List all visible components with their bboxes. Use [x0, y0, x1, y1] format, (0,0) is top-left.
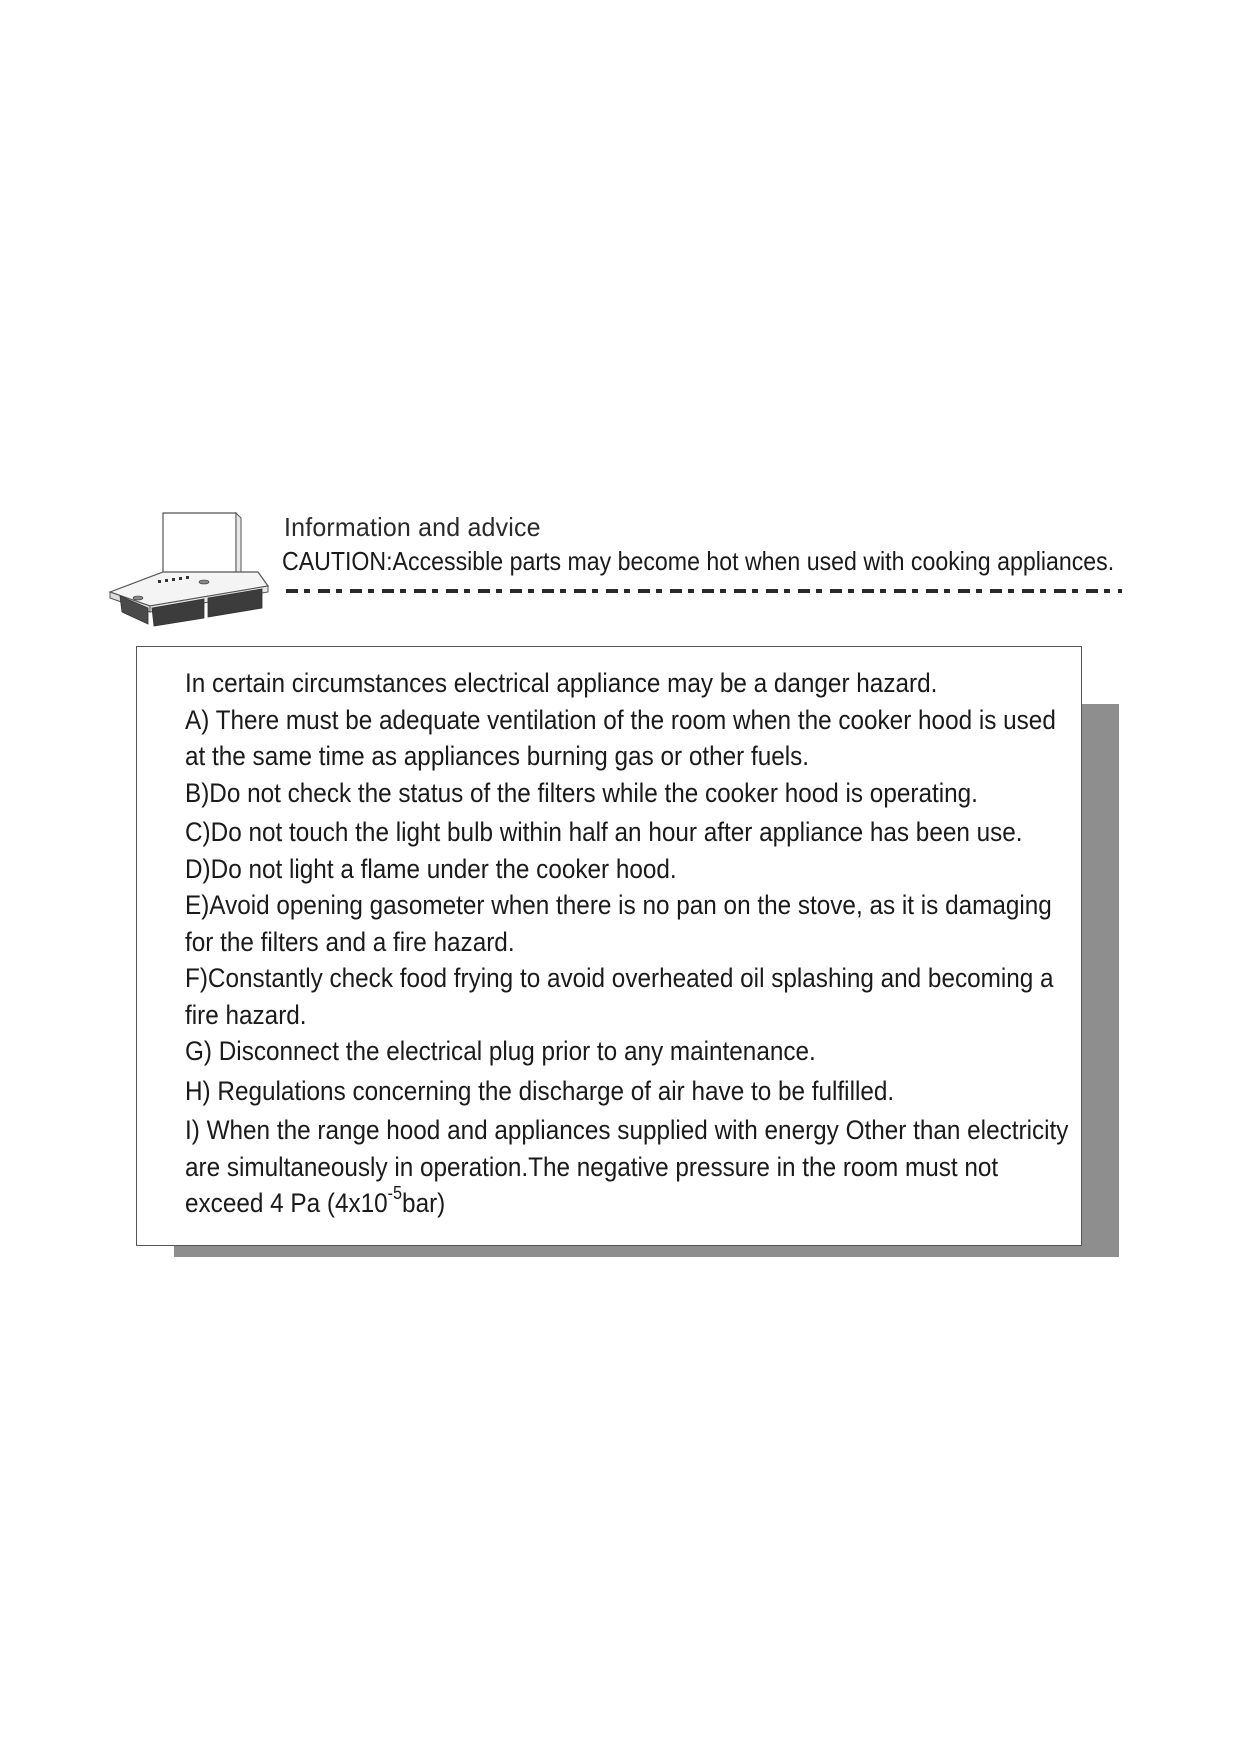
cooker-hood-icon	[108, 508, 288, 628]
notice-line: I) When the range hood and appliances supplied with energy Other than electricity	[185, 1115, 1069, 1145]
safety-notice-panel	[136, 646, 1082, 1246]
notice-line: fire hazard.	[185, 999, 307, 1030]
notice-line: H) Regulations concerning the discharge of air have to be fulfilled.	[185, 1075, 895, 1106]
notice-line: E)Avoid opening gasometer when there is no pan on the stove, as it is damaging	[185, 890, 1052, 920]
notice-intro: In certain circumstances electrical appliance may be a danger hazard.	[185, 668, 938, 698]
notice-line: at the same time as appliances burning gas or other fuels.	[185, 741, 810, 771]
safety-notice-text	[185, 665, 1085, 1222]
notice-line: are simultaneously in operation.The negative pressure in the room must not	[185, 1151, 999, 1182]
notice-line: for the filters and a fire hazard.	[185, 926, 515, 957]
notice-last-line	[185, 1185, 1085, 1222]
section-title: Information and advice	[284, 512, 541, 542]
notice-line: F)Constantly check food frying to avoid overheated oil splashing and becoming a	[185, 963, 1054, 993]
dashed-divider	[286, 589, 1122, 593]
last-line-suffix: bar)	[402, 1188, 446, 1218]
last-line-prefix: exceed 4 Pa (4x10	[185, 1188, 388, 1218]
notice-line: C)Do not touch the light bulb within half an hour after appliance has been use.	[185, 817, 1023, 847]
notice-line: D)Do not light a flame under the cooker hood.	[185, 853, 677, 884]
notice-line: A) There must be adequate ventilation of the room when the cooker hood is used	[185, 704, 1056, 735]
exponent: -5	[387, 1183, 403, 1203]
notice-line: B)Do not check the status of the filters while the cooker hood is operating.	[185, 777, 978, 808]
notice-line: G) Disconnect the electrical plug prior to any maintenance.	[185, 1036, 816, 1066]
caution-text: CAUTION:Accessible parts may become hot when used with cooking appliances.	[282, 546, 1115, 576]
